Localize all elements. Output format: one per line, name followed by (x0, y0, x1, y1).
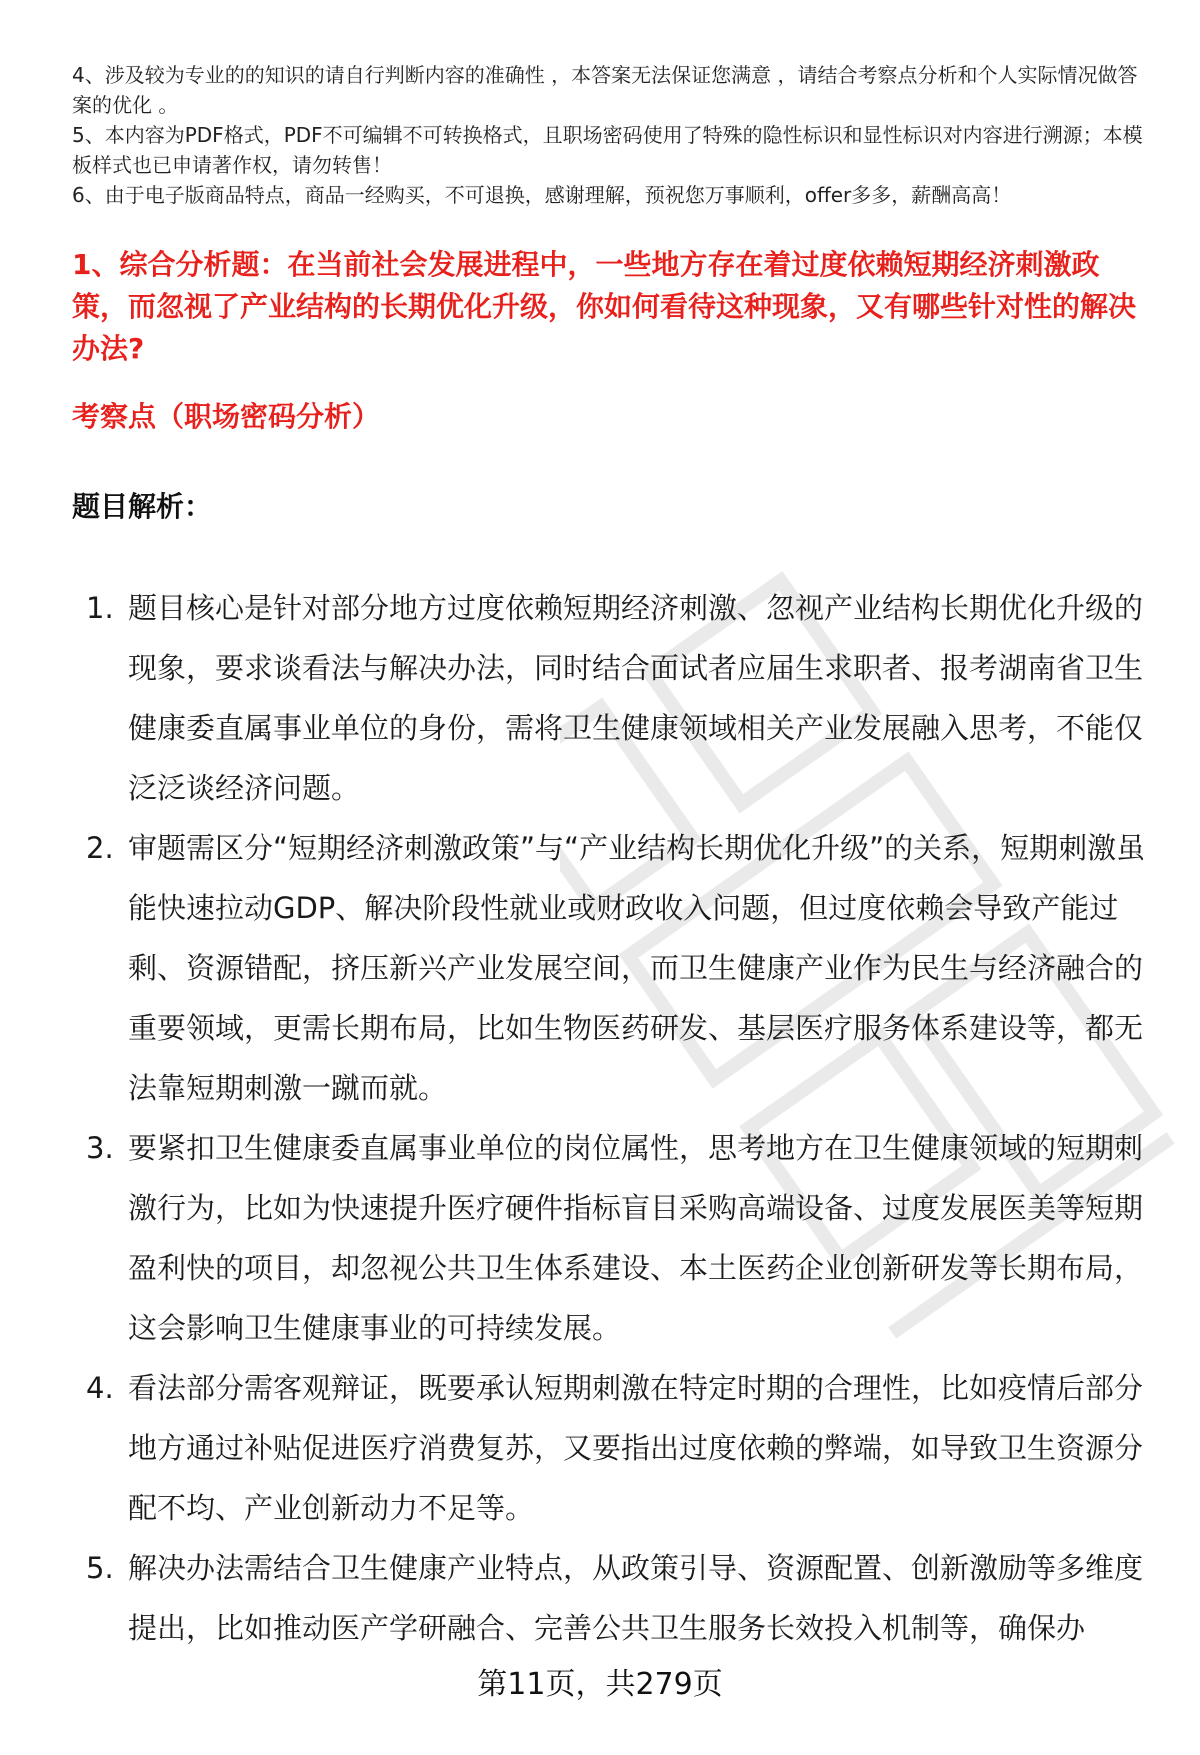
analysis-item (72, 1358, 1162, 1538)
notes-block (72, 60, 1152, 210)
analysis-item (72, 1538, 1162, 1658)
exam-point-heading: 考察点（职场密码分析） (72, 400, 381, 433)
page-footer: 第11页，共279页 (477, 1667, 723, 1702)
analysis-item-number: 3. (86, 1131, 114, 1165)
question-heading: 1、综合分析题：在当前社会发展进程中，一些地方存在着过度依赖短期经济刺激政策，而忽视了产业结构的长期优化升级，你如何看待这种现象，又有哪些针对性的解决办法? (72, 248, 1137, 365)
analysis-item (72, 818, 1162, 1118)
analysis-item-text: 解决办法需结合卫生健康产业特点，从政策引导、资源配置、创新激励等多维度提出，比如推动医产学研融合、完善公共卫生服务长效投入机制等，确保办 (128, 1551, 1144, 1645)
analysis-item (72, 1118, 1162, 1358)
analysis-heading: 题目解析： (72, 490, 213, 523)
analysis-item-text: 审题需区分“短期经济刺激政策”与“产业结构长期优化升级”的关系，短期刺激虽能快速拉动GDP、解决阶段性就业或财政收入问题，但过度依赖会导致产能过剩、资源错配，挤压新兴产业发展空间，而卫生健康产业作为民生与经济融合的重要领域，更需长期布局，比如生物医药研发、基层医疗服务体系建设等，都无法靠短期刺激一蹴而就。 (128, 831, 1146, 1105)
analysis-item-text: 看法部分需客观辩证，既要承认短期刺激在特定时期的合理性，比如疫情后部分地方通过补贴促进医疗消费复苏，又要指出过度依赖的弊端，如导致卫生资源分配不均、产业创新动力不足等。 (128, 1371, 1144, 1525)
analysis-list (72, 578, 1162, 1658)
analysis-item (72, 578, 1162, 818)
note-item: 5、本内容为PDF格式，PDF不可编辑不可转换格式，且职场密码使用了特殊的隐性标识和显性标识对内容进行溯源；本模板样式也已申请著作权，请勿转售！ (72, 123, 1143, 177)
analysis-item-number: 1. (86, 591, 114, 625)
analysis-item-number: 4. (86, 1371, 114, 1405)
note-item: 4、涉及较为专业的的知识的请自行判断内容的准确性 ，本答案无法保证您满意 ，请结合考察点分析和个人实际情况做答案的优化 。 (72, 63, 1138, 117)
analysis-item-number: 2. (86, 831, 114, 865)
analysis-item-text: 题目核心是针对部分地方过度依赖短期经济刺激、忽视产业结构长期优化升级的现象，要求谈看法与解决办法，同时结合面试者应届生求职者、报考湖南省卫生健康委直属事业单位的身份，需将卫生健康领域相关产业发展融入思考，不能仅泛泛谈经济问题。 (128, 591, 1144, 805)
analysis-item-number: 5. (86, 1551, 114, 1585)
note-item: 6、由于电子版商品特点，商品一经购买，不可退换，感谢理解，预祝您万事顺利，offer多多，薪酬高高！ (72, 183, 1012, 207)
analysis-item-text: 要紧扣卫生健康委直属事业单位的岗位属性，思考地方在卫生健康领域的短期刺激行为，比如为快速提升医疗硬件指标盲目采购高端设备、过度发展医美等短期盈利快的项目，却忽视公共卫生体系建设、本土医药企业创新研发等长期布局，这会影响卫生健康事业的可持续发展。 (128, 1131, 1144, 1345)
